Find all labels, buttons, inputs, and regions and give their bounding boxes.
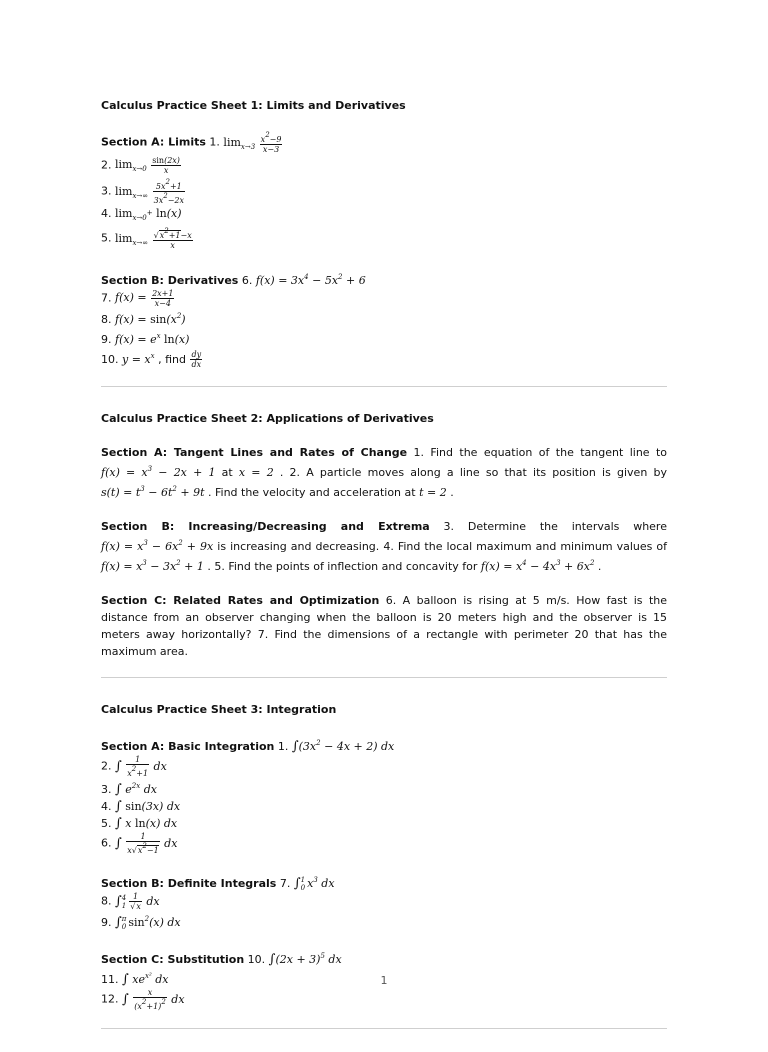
math-expression: $\lim_{x\to 3}$ $\frac{x2-9}{x-3}$: [223, 131, 282, 154]
problem-2: [101, 755, 667, 778]
math-expression: ∫ $\frac{1}{x√x2-1}$ dx: [115, 832, 178, 855]
problem-3: [101, 178, 667, 205]
section-label: Section C: Substitution: [101, 953, 245, 966]
problem-number: 10.: [101, 352, 119, 366]
math-expression: $\lim_{x\to\infty}$ $\frac{5x2+1}{3x2-2x}$: [115, 178, 185, 205]
math-expression: ∫ π 0 $\sin^2(x)$ dx: [115, 915, 181, 931]
problem-number: 5.: [101, 817, 112, 830]
math-expression: f(x) = $\frac{2x+1}{x-4}$: [115, 288, 174, 308]
problem-2: [101, 156, 667, 179]
problem-number: 3.: [101, 783, 112, 796]
math-expression: ∫ $xe^{x^2}$ dx: [122, 972, 169, 987]
math-expression: $\frac{dy}{dx}$: [191, 350, 202, 369]
math-expression: $f(x) = x^4 - 4x^3 + 6x^2$: [480, 559, 595, 573]
problem-number: 9.: [101, 916, 112, 929]
math-expression: $y = x^x$: [122, 351, 155, 366]
section-divider: [101, 386, 667, 387]
problem-10: [101, 948, 667, 968]
section-label: Section B: Increasing/Decreasing and Extrema: [101, 520, 430, 533]
problem-number: 6.: [241, 273, 253, 287]
problem-number: 7.: [101, 291, 112, 304]
paragraph-text: 3. Determine the intervals where: [443, 520, 667, 533]
problem-6: [101, 269, 667, 289]
section-label: Section A: Limits: [101, 135, 206, 149]
math-expression: ∫ 4 1 $\frac{1}{√x}$ dx: [115, 892, 160, 911]
problem-4: [101, 205, 667, 227]
problem-9: [101, 328, 667, 348]
math-expression: $f(x) = x^3 - 6x^2 + 9x$: [101, 539, 214, 553]
sheet-3-section-a: [101, 735, 667, 855]
math-expression: ∫ 1 0 $x^3$ dx: [293, 876, 335, 892]
sheet-2-title: Calculus Practice Sheet 2: Applications of Derivatives: [101, 412, 434, 425]
problem-8: [101, 892, 667, 911]
sheet-3-section-b: [101, 872, 667, 931]
section-label: Section C: Related Rates and Optimization: [101, 594, 380, 607]
sheet-1-title: Calculus Practice Sheet 1: Limits and Derivatives: [101, 99, 406, 112]
section-label: Section B: Definite Integrals: [101, 877, 277, 890]
problem-9: [101, 911, 667, 931]
problem-number: 3.: [101, 184, 112, 198]
math-expression: ∫ $\frac{1}{x2+1}$ dx: [115, 755, 167, 778]
paragraph-text: . Find the velocity and acceleration at: [208, 486, 416, 499]
problem-number: 4.: [101, 207, 112, 220]
math-expression: $\int(2x + 3)^5$ dx: [268, 952, 342, 967]
problem-6: [101, 832, 667, 855]
sheet-2-section-b: [101, 518, 667, 575]
math-expression: x = 2: [238, 466, 274, 479]
page-number: 1: [380, 974, 388, 987]
problem-number: 12.: [101, 992, 119, 1006]
math-expression: ∫ sin(3x) dx: [115, 799, 181, 814]
problem-1: [101, 735, 667, 755]
problem-number: 1.: [277, 740, 289, 753]
problem-number: 4.: [101, 800, 112, 813]
math-expression: t = 2: [419, 486, 447, 499]
find-text: , find: [158, 352, 186, 366]
paragraph-text: 1. Find the equation of the tangent line to: [413, 446, 668, 459]
problem-12: [101, 988, 667, 1011]
math-expression: $\lim_{x\to\infty}$ $\frac{√x2+1-x}{x}$: [115, 227, 192, 250]
paragraph-text: .: [597, 560, 602, 573]
paragraph-text: 6. A balloon is rising at 5 m/s. How fast is the distance from an observer changing when the balloon is 20 meters high and the observer is 15 meters away horizontally? 7. Find the dimensions of a rectangle with perimeter 20 that has the maximum area.: [101, 594, 667, 658]
math-expression: ∫ $\frac{x}{(x2+1)2}$ dx: [122, 988, 185, 1011]
problem-10: [101, 348, 667, 370]
problem-number: 7.: [279, 877, 291, 890]
paragraph-text: . 5. Find the points of inflection and concavity for: [207, 560, 478, 573]
math-expression: $\int(3x^2 - 4x + 2)$ dx: [291, 739, 395, 754]
problem-number: 9.: [101, 332, 112, 346]
problem-3: [101, 778, 667, 798]
problem-1: [101, 131, 667, 156]
math-expression: $\lim_{x\to 0+} \ln(x)$: [115, 207, 182, 222]
problem-number: 11.: [101, 973, 119, 986]
math-expression: $s(t) = t^3 - 6t^2 + 9t$: [101, 485, 205, 499]
problem-7: [101, 289, 667, 308]
math-expression: $f(x) = 3x^4 - 5x^2 + 6$: [255, 272, 366, 287]
math-expression: $\lim_{x\to 0}$ $\frac{\sin(2x)}{x}$: [115, 155, 180, 175]
math-expression: ∫ $e^{2x}$ dx: [115, 782, 157, 797]
problem-4: [101, 798, 667, 815]
section-divider: [101, 677, 667, 678]
sheet-1-section-b: [101, 269, 667, 370]
sheet-2-section-a: [101, 444, 667, 501]
problem-number: 2.: [101, 759, 112, 773]
math-expression: $f(x) = x^3 - 3x^2 + 1$: [101, 559, 204, 573]
problem-7: [101, 872, 667, 892]
problem-number: 5.: [101, 231, 112, 245]
problem-number: 10.: [247, 953, 266, 966]
problem-number: 1.: [209, 135, 220, 149]
paragraph-text: .: [450, 486, 454, 499]
math-expression: ∫ x ln(x) dx: [115, 816, 178, 831]
math-expression: $f(x) = \sin(x^2)$: [115, 311, 186, 326]
problem-number: 8.: [101, 894, 112, 908]
math-expression: $f(x) = x^3 - 2x + 1$: [101, 465, 216, 479]
paragraph-text: . 2. A particle moves along a line so that its position is given by: [279, 466, 667, 479]
problem-number: 6.: [101, 836, 112, 850]
problem-8: [101, 308, 667, 328]
sheet-1-section-a: [101, 131, 667, 252]
math-expression: $f(x) = e^x$ ln(x): [115, 331, 190, 346]
problem-number: 2.: [101, 158, 112, 171]
section-divider: [101, 1028, 667, 1029]
paragraph-text: is increasing and decreasing. 4. Find the local maximum and minimum values of: [217, 540, 667, 553]
problem-5: [101, 227, 667, 252]
document-content: [101, 97, 667, 1052]
problem-5: [101, 815, 667, 832]
section-label: Section A: Basic Integration: [101, 740, 275, 753]
sheet-2-section-c: [101, 592, 667, 660]
section-label: Section B: Derivatives: [101, 273, 239, 287]
sheet-3-title: Calculus Practice Sheet 3: Integration: [101, 703, 337, 716]
paragraph-text: at: [221, 466, 233, 479]
problem-number: 8.: [101, 312, 112, 326]
section-label: Section A: Tangent Lines and Rates of Change: [101, 446, 408, 459]
